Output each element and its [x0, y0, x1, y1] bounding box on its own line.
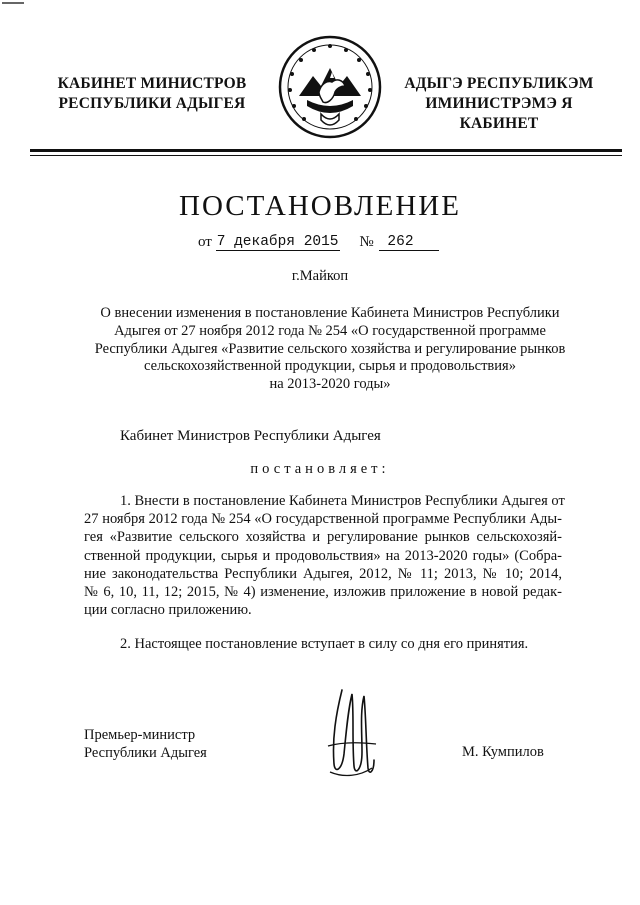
issuer-header-russian — [52, 74, 252, 114]
signatory-position-line-1: Премьер-министр — [84, 727, 196, 743]
paragraph-1-line: № 6, 10, 11, 12; 2015, № 4) изменение, изложив приложение в новой редак- — [84, 584, 562, 601]
paragraph-1-line: ственной продукции, сырья и продовольствия» на 2013-2020 годы» (Собра- — [84, 547, 562, 564]
header-left-line-2: РЕСПУБЛИКИ АДЫГЕЯ — [58, 95, 246, 112]
number-prefix: № — [359, 234, 374, 250]
header-right-line-2: ИМИНИСТРЭМЭ Я КАБИНЕТ — [425, 95, 573, 132]
paragraph-1-line: ние законодательства Республики Адыгея, 2012, № 11; 2013, № 10; 2014, — [84, 565, 562, 582]
signatory-position — [84, 726, 207, 762]
subject-line: О внесении изменения в постановление Кабинета Министров Республики — [100, 305, 560, 321]
paragraph-1-line: ции согласно приложению. — [84, 602, 252, 619]
subject-line: сельскохозяйственной продукции, сырья и продовольствия» — [144, 358, 516, 375]
city-name: г.Майкоп — [291, 268, 349, 284]
header-right-line-1: АДЫГЭ РЕСПУБЛИКЭМ — [404, 75, 594, 92]
issuer-header-adyghe — [386, 74, 612, 134]
subject-line: Республики Адыгея «Развитие сельского хозяйства и регулирование рынков — [94, 340, 566, 357]
paragraph-1-line: 27 ноября 2012 года № 254 «О государственной программе Республики Ады- — [84, 511, 562, 528]
paragraph-2: 2. Настоящее постановление вступает в силу со дня его принятия. — [120, 636, 529, 652]
paragraph-1-line: гея «Развитие сельского хозяйства и регулирование рынков сельскохозяй- — [84, 529, 562, 546]
header-divider-thin — [30, 155, 622, 156]
decrees-word: постановляет: — [250, 461, 390, 477]
paragraph-1-line: 1. Внести в постановление Кабинета Министров Республики Адыгея от — [120, 493, 565, 509]
paragraph-1 — [84, 492, 565, 619]
issuing-body: Кабинет Министров Республики Адыгея — [120, 428, 381, 444]
date-number-line — [198, 234, 439, 251]
subject-line: на 2013-2020 годы» — [269, 376, 391, 393]
coat-of-arms-icon — [277, 34, 383, 140]
date-value: 7 декабря 2015 — [216, 234, 339, 250]
signatory-name: М. Кумпилов — [462, 744, 544, 760]
number-value: 262 — [379, 234, 439, 251]
header-left-line-1: КАБИНЕТ МИНИСТРОВ — [57, 75, 247, 92]
document-type-title: ПОСТАНОВЛЕНИЕ — [179, 190, 461, 222]
subject-line: Адыгея от 27 ноября 2012 года № 254 «О государственной программе — [114, 322, 546, 339]
scan-corner-mark — [2, 2, 24, 8]
header-divider-thick — [30, 149, 622, 152]
signatory-position-line-2: Республики Адыгея — [84, 745, 207, 761]
resolution-subject — [80, 305, 580, 394]
handwritten-signature — [322, 684, 378, 782]
date-prefix: от — [198, 234, 212, 250]
